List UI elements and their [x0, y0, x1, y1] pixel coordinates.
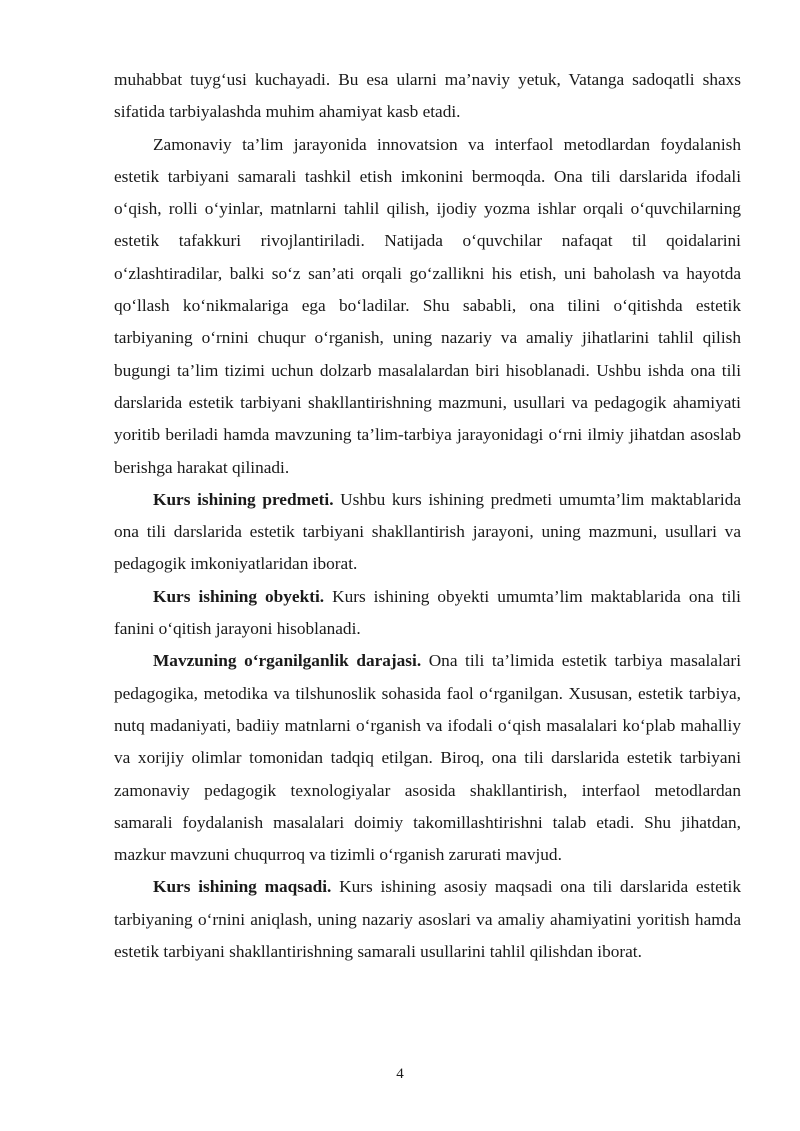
paragraph-object [114, 581, 741, 646]
document-page [114, 64, 741, 968]
goal-heading: Kurs ishining maqsadi. [153, 877, 332, 897]
paragraph-1 [114, 64, 741, 129]
paragraph-subject [114, 484, 741, 581]
page-number: 4 [396, 1066, 404, 1082]
study-level-heading: Mavzuning o‘rganilganlik darajasi. [153, 651, 422, 671]
paragraph-study-level [114, 645, 741, 871]
subject-heading: Kurs ishining predmeti. [153, 489, 334, 509]
paragraph-1-text: muhabbat tuyg‘usi kuchayadi. Bu esa ularni ma’naviy yetuk, Vatanga sadoqatli shaxs sifatida tarbiyalashda muhim ahamiyat kasb etadi. [114, 70, 741, 122]
object-heading: Kurs ishining obyekti. [153, 586, 325, 606]
paragraph-2-text: Zamonaviy ta’lim jarayonida innovatsion va interfaol metodlardan foydalanish estetik tarbiyani samarali tashkil etish imkonini bermoqda. Ona tili darslarida ifodali o‘qish, rolli o‘yinlar, matnlarni tahlil qilish, ijodiy yozma ishlar orqali o‘quvchilarning estetik tafakkuri rivojlantiriladi. Natijada o‘quvchilar nafaqat til qoidalarini o‘zlashtiradilar, balki so‘z san’ati orqali go‘zallikni his etish, uni baholash va hayotda qo‘llash ko‘nikmalariga ega bo‘ladilar. Shu sababli, ona tilini o‘qitishda estetik tarbiyaning o‘rnini chuqur o‘rganish, uning nazariy va amaliy jihatlarini tahlil qilish bugungi ta’lim tizimi uchun dolzarb masalalardan biri hisoblanadi. Ushbu ishda ona tili darslarida estetik tarbiyani shakllantirishning mazmuni, usullari va pedagogik ahamiyati yoritib beriladi hamda mavzuning ta’lim-tarbiya jarayonidagi o‘rni ilmiy jihatdan asoslab berishga harakat qilinadi. [114, 134, 741, 477]
paragraph-2 [114, 129, 741, 484]
object-text: Kurs ishining obyekti umumta’lim maktablarida ona tili fanini o‘qitish jarayoni hisoblanadi. [114, 586, 741, 639]
goal-text: Kurs ishining asosiy maqsadi ona tili darslarida estetik tarbiyaning o‘rnini aniqlash, uning nazariy asoslari va amaliy ahamiyatini yoritish hamda estetik tarbiyani shakllantirishning samarali usullarini tahlil qilishdan iborat. [114, 877, 742, 962]
paragraph-goal [114, 871, 741, 968]
study-level-text: Ona tili ta’limida estetik tarbiya masalalari pedagogika, metodika va tilshunoslik sohasida faol o‘rganilgan. Xususan, estetik tarbiya, nutq madaniyati, badiiy matnlarni o‘rganish va ifodali o‘qish masalalari ko‘plab mahalliy va xorijiy olimlar tomonidan tadqiq etilgan. Biroq, ona tili darslarida estetik tarbiyani zamonaviy pedagogik texnologiyalar asosida shakllantirish, interfaol metodlardan samarali foydalanish masalalari doimiy takomillashtirishni talab etadi. Shu jihatdan, mazkur mavzuni chuqurroq va tizimli o‘rganish zarurati mavjud. [114, 651, 741, 865]
subject-text: Ushbu kurs ishining predmeti umumta’lim maktablarida ona tili darslarida estetik tarbiyani shakllantirish jarayoni, uning mazmuni, usullari va pedagogik imkoniyatlaridan iborat. [114, 489, 742, 574]
